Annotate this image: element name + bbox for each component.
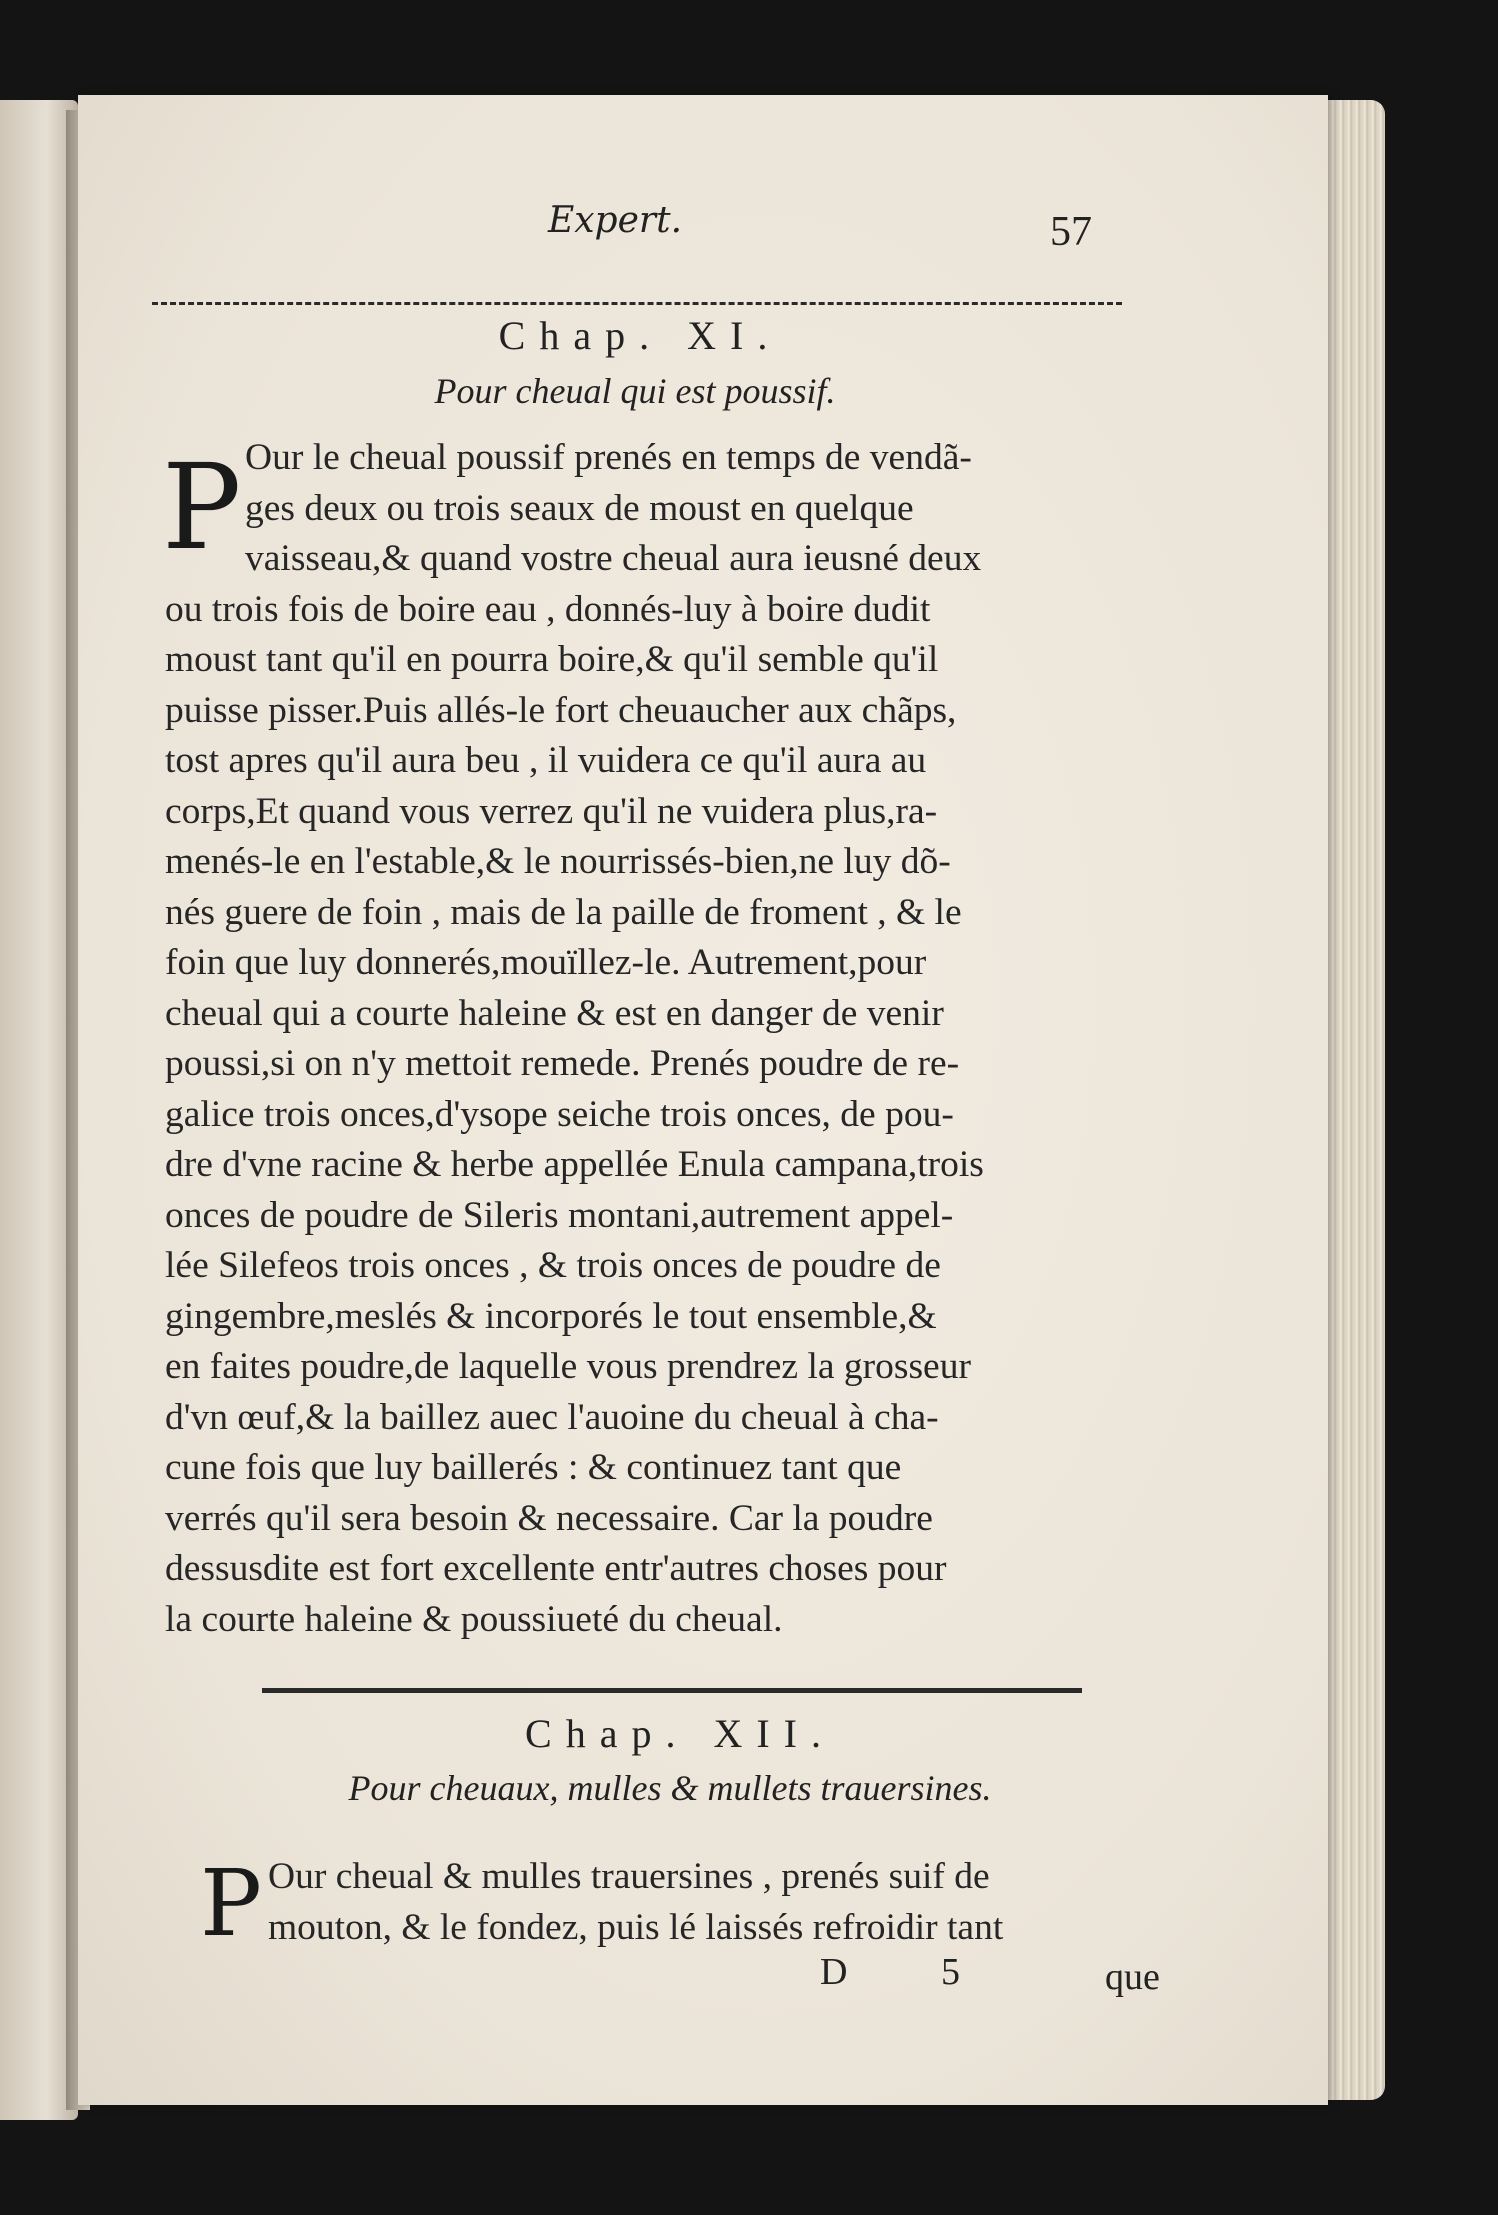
text-line: la courte haleine & poussiueté du cheual. bbox=[165, 1598, 783, 1640]
header-rule bbox=[152, 302, 1122, 305]
text-line: Our le cheual poussif prenés en temps de vendã- bbox=[245, 437, 972, 478]
text-line: lée Silefeos trois onces , & trois onces de poudre de bbox=[165, 1245, 941, 1286]
text-line: dre d'vne racine & herbe appellée Enula campana,trois bbox=[165, 1144, 984, 1185]
text-line: gingembre,meslés & incorporés le tout ensemble,& bbox=[165, 1295, 937, 1337]
text-line: menés-le en l'estable,& le nourrissés-bien,ne luy dõ- bbox=[165, 841, 951, 882]
chapter-xi-heading: Chap. XI. bbox=[498, 313, 782, 358]
chapter-xi-dropcap: P bbox=[162, 438, 242, 576]
text-line: vaisseau,& quand vostre cheual aura ieusné deux bbox=[245, 538, 982, 579]
text-line: Our cheual & mulles trauersines , prenés suif de bbox=[268, 1856, 990, 1897]
catchword: que bbox=[1105, 1956, 1160, 1998]
text-line: verrés qu'il sera besoin & necessaire. Car la poudre bbox=[165, 1497, 933, 1539]
chapter-xi-text bbox=[165, 433, 984, 1645]
text-line: puisse pisser.Puis allés-le fort cheuaucher aux chãps, bbox=[165, 689, 957, 731]
text-line: ges deux ou trois seaux de moust en quelque bbox=[245, 487, 914, 529]
text-line: moust tant qu'il en pourra boire,& qu'il semble qu'il bbox=[165, 639, 939, 680]
chapter-xii-text bbox=[190, 1850, 1004, 1957]
chapter-xi-subtitle: Pour cheual qui est poussif. bbox=[434, 371, 836, 411]
text-line: en faites poudre,de laquelle vous prendrez la grosseur bbox=[165, 1346, 971, 1387]
text-line: dessusdite est fort excellente entr'autres choses pour bbox=[165, 1548, 947, 1589]
page-number: 57 bbox=[1050, 209, 1092, 255]
chapter-xii-subtitle: Pour cheuaux, mulles & mullets trauersines. bbox=[348, 1768, 992, 1808]
signature-mark: D 5 bbox=[820, 1951, 1002, 1993]
text-line: foin que luy donnerés,mouïllez-le. Autrement,pour bbox=[165, 942, 927, 983]
text-line: onces de poudre de Sileris montani,autrement appel- bbox=[165, 1194, 954, 1236]
running-head: Expert. bbox=[547, 200, 683, 241]
text-line: ou trois fois de boire eau , donnés-luy à boire dudit bbox=[165, 588, 931, 630]
text-line: cheual qui a courte haleine & est en danger de venir bbox=[165, 992, 944, 1034]
text-line: galice trois onces,d'ysope seiche trois onces, de pou- bbox=[165, 1093, 954, 1135]
chapter-xii-heading: Chap. XII. bbox=[525, 1711, 835, 1756]
text-line: tost apres qu'il aura beu , il vuidera ce qu'il aura au bbox=[165, 740, 927, 781]
text-line: d'vn œuf,& la baillez auec l'auoine du cheual à cha- bbox=[165, 1396, 939, 1438]
text-line: poussi,si on n'y mettoit remede. Prenés poudre de re- bbox=[165, 1043, 960, 1084]
text-line: mouton, & le fondez, puis lé laissés refroidir tant bbox=[268, 1906, 1004, 1948]
text-line: cune fois que luy baillerés : & continuez tant que bbox=[165, 1447, 902, 1488]
section-rule bbox=[262, 1688, 1082, 1693]
chapter-xii-dropcap: P bbox=[200, 1850, 262, 1957]
text-line: corps,Et quand vous verrez qu'il ne vuidera plus,ra- bbox=[165, 790, 938, 832]
text-line: nés guere de foin , mais de la paille de froment , & le bbox=[165, 891, 962, 933]
